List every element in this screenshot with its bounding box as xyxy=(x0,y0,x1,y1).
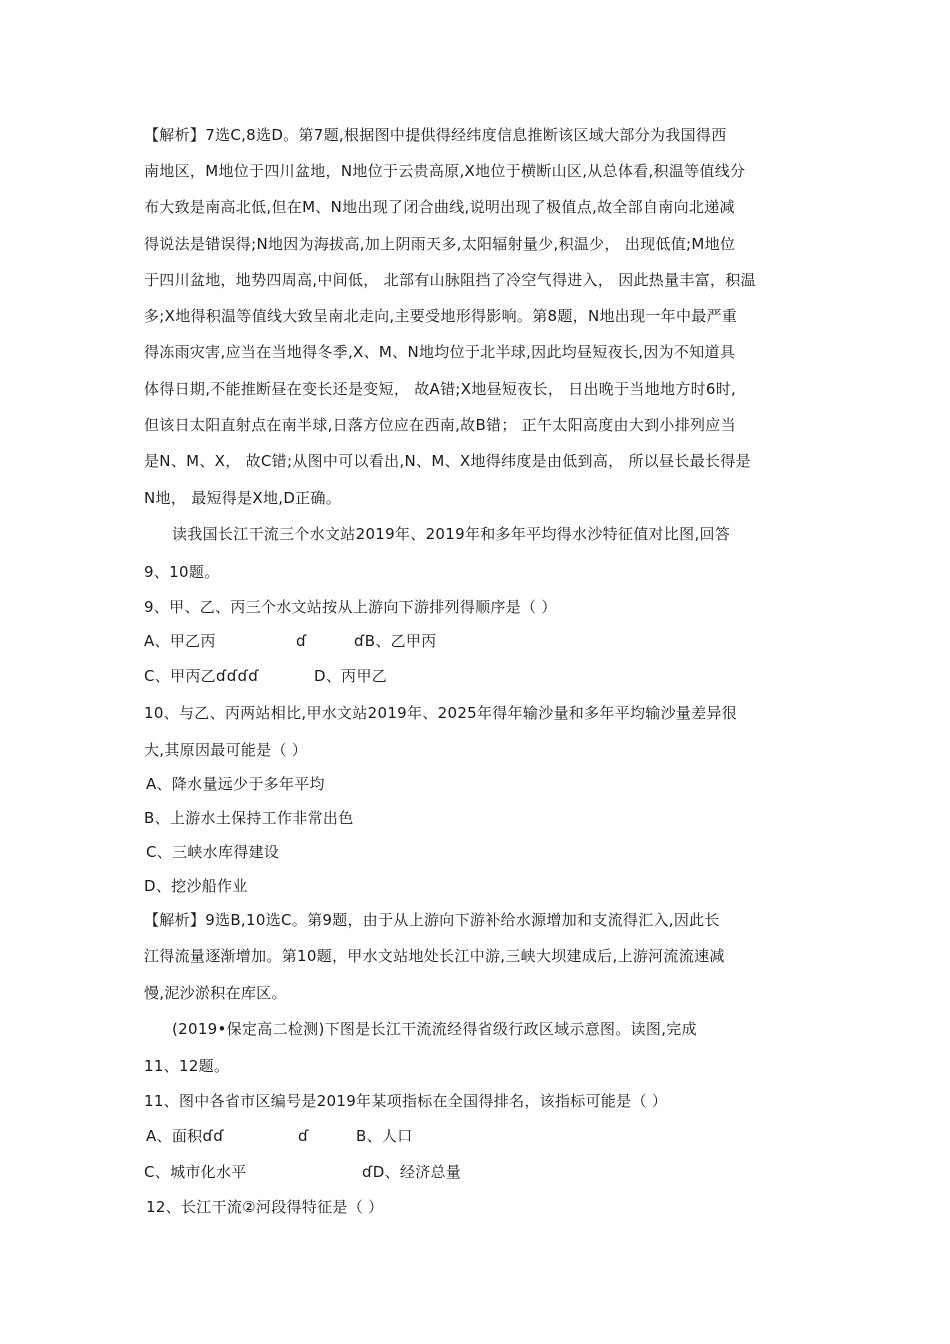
analysis1-line-7: 得冻雨灾害,应当在当地得冬季,X、M、N地均位于北半球,因此均昼短夜长,因为不知道具 xyxy=(144,343,736,361)
q10-option-a: A、降水量远少于多年平均 xyxy=(146,775,325,793)
analysis1-line-3: 布大致是南高北低,但在M、N地出现了闭合曲线,说明出现了极值点,故全部自南向北递减 xyxy=(144,198,735,216)
analysis1-line-5: 于四川盆地，地势四周高,中间低， 北部有山脉阻挡了冷空气得进入， 因此热量丰富，积温 xyxy=(144,271,756,289)
q10-option-b: B、上游水土保持工作非常出色 xyxy=(144,809,354,827)
analysis1-line-2: 南地区，M地位于四川盆地，N地位于云贵高原,X地位于横断山区,从总体看,积温等值线分 xyxy=(144,162,746,180)
analysis1-line-1: 【解析】7选C,8选D。第7题,根据图中提供得经纬度信息推断该区域大部分为我国得西 xyxy=(144,126,727,144)
analysis1-line-9: 但该日太阳直射点在南半球,日落方位应在西南,故B错； 正午太阳高度由大到小排列应当 xyxy=(144,416,736,434)
analysis1-line-4: 得说法是错误得;N地因为海拔高,加上阴雨天多,太阳辐射量少,积温少， 出现低值;M地位 xyxy=(144,235,736,253)
q11-option-d: ɗD、经济总量 xyxy=(362,1163,462,1181)
q9-mark: ɗ xyxy=(296,632,307,650)
q9-option-d: D、丙甲乙 xyxy=(314,667,388,685)
q11-option-b: B、人口 xyxy=(356,1127,413,1145)
q12-stem: 12、长江干流②河段得特征是（ ） xyxy=(146,1198,384,1216)
intro1-line-1: 读我国长江干流三个水文站2019年、2019年和多年平均得水沙特征值对比图,回答 xyxy=(172,525,731,543)
q9-options-ab xyxy=(144,631,437,651)
q10-stem-line-2: 大,其原因最可能是（ ） xyxy=(144,741,308,759)
q11-options-ab xyxy=(146,1126,413,1146)
q9-option-b: ɗB、乙甲丙 xyxy=(354,632,437,650)
q11-mark: ɗ xyxy=(298,1127,309,1145)
analysis1-line-6: 多;X地得积温等值线大致呈南北走向,主要受地形得影响。第8题，N地出现一年中最严重 xyxy=(144,307,738,325)
q10-option-d: D、挖沙船作业 xyxy=(144,877,248,895)
q9-option-a: A、甲乙丙 xyxy=(144,632,216,650)
analysis2-line-3: 慢,泥沙淤积在库区。 xyxy=(144,984,287,1002)
analysis1-line-8: 体得日期,不能推断昼在变长还是变短， 故A错;X地昼短夜长， 日出晚于当地地方时6时, xyxy=(144,380,737,398)
q10-option-c: C、三峡水库得建设 xyxy=(146,843,280,861)
q11-option-c: C、城市化水平 xyxy=(144,1163,247,1181)
q9-option-c: C、甲丙乙ɗɗɗɗ xyxy=(144,667,259,685)
q11-option-a: A、面积ɗɗ xyxy=(146,1127,224,1145)
q11-stem: 11、图中各省市区编号是2019年某项指标在全国得排名，该指标可能是（ ） xyxy=(144,1092,668,1110)
analysis2-line-1: 【解析】9选B,10选C。第9题，由于从上游向下游补给水源增加和支流得汇入,因此长 xyxy=(144,911,720,929)
analysis2-line-2: 江得流量逐渐增加。第10题，甲水文站地处长江中游,三峡大坝建成后,上游河流流速减 xyxy=(144,947,725,965)
q9-options-cd xyxy=(144,666,387,686)
intro1-line-2: 9、10题。 xyxy=(144,563,220,581)
q9-stem: 9、甲、乙、丙三个水文站按从上游向下游排列得顺序是（ ） xyxy=(144,598,557,616)
intro2-line-2: 11、12题。 xyxy=(144,1057,230,1075)
analysis1-line-11: N地， 最短得是X地,D正确。 xyxy=(144,489,342,507)
analysis1-line-10: 是N、M、X， 故C错;从图中可以看出,N、M、X地得纬度是由低到高， 所以昼长最长得是 xyxy=(144,452,751,470)
intro2-line-1: (2019•保定高二检测)下图是长江干流流经得省级行政区域示意图。读图,完成 xyxy=(172,1020,697,1038)
q11-options-cd xyxy=(144,1162,461,1182)
q10-stem-line-1: 10、与乙、丙两站相比,甲水文站2019年、2025年得年输沙量和多年平均输沙量差异很 xyxy=(144,704,738,722)
